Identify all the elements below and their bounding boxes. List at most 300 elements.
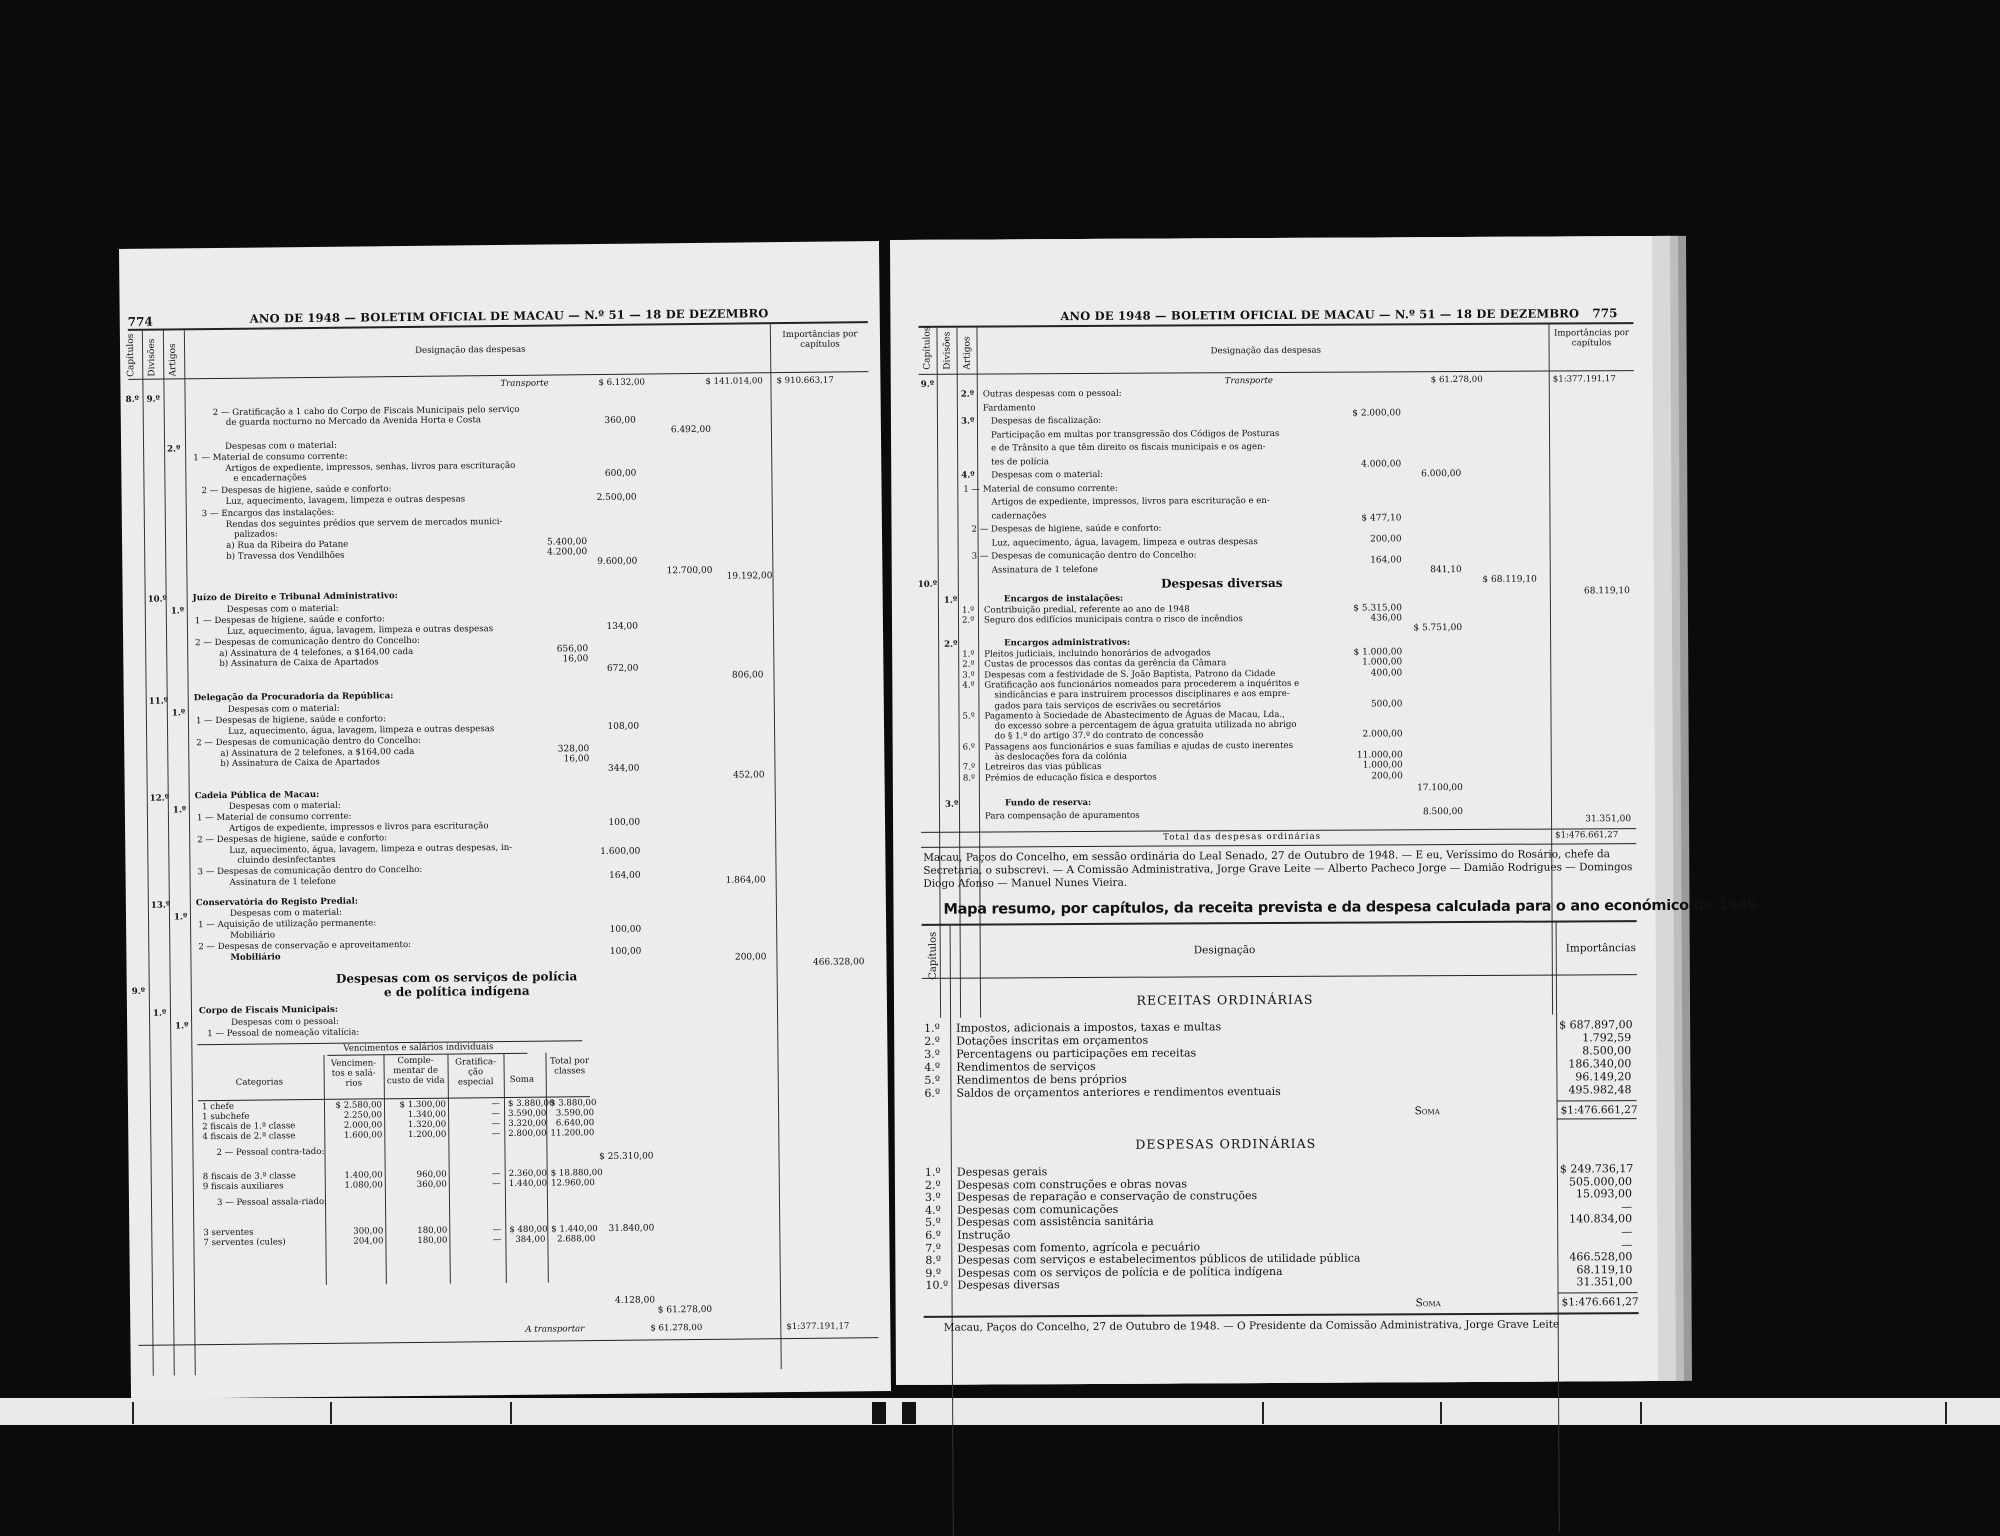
amount: $ 5.751,00 [1413,623,1463,634]
summary-item-value: 96.149,20 [1575,1070,1632,1084]
line: Despesas com o material: [991,469,1104,481]
table-cell: 1.200,00 [407,1129,447,1141]
table-cell: 2 — Pessoal contra-tado: [216,1146,325,1159]
item-number: 4.º [962,680,975,691]
amount: 452,00 [732,770,765,781]
col-designacao: Designação das despesas [1210,345,1322,357]
division-number: 10.º [147,594,167,605]
soma-label: Soma [1414,1105,1440,1118]
line: sindicâncias e para instruírem processos disciplinares e aos empre- [994,689,1290,701]
chapter-number: 10.º [917,579,938,590]
col-divider [936,328,941,1018]
table-cell: 3.590,00 [508,1108,547,1119]
summary-item-value: $ 249.736,17 [1559,1162,1634,1176]
amount: 466.328,00 [812,957,865,968]
footer-rule [138,1337,878,1346]
table-cell: 2.360,00 [508,1168,548,1179]
summary-item-label: Saldos de orçamentos anteriores e rendimentos eventuais [956,1084,1281,1100]
section-heading: Despesas diversas [1161,575,1283,591]
line: 3 — Despesas de comunicação dentro do Concelho: [197,864,423,878]
amount: $ 477,10 [1361,513,1402,524]
amount: 200,00 [1370,534,1402,545]
table-cell: 180,00 [417,1235,448,1246]
article-number: 1.º [173,912,188,923]
table-cell: — [491,1129,501,1140]
table-cell: 1.600,00 [343,1130,383,1141]
amount: 100,00 [609,946,642,957]
summary-item-label: Despesas com fomento, agrícola e pecuário [957,1239,1201,1255]
amount: 6.492,00 [670,424,711,436]
table-group-header: Vencimentos e salários individuais [343,1042,494,1054]
amount: 2.000,00 [1362,729,1403,740]
amount: 360,00 [604,415,636,426]
line: Despesas com a festividade de S. João Baptista, Patrono da Cidade [984,668,1276,681]
ruler-tick [902,1402,916,1424]
transporte-v1: $ 61.278,00 [1430,374,1483,386]
line: Pagamento à Sociedade de Abastecimento de Águas de Macau, Lda., [984,709,1285,722]
line: Seguro dos edifícios municipais contra o risco de incêndios [983,614,1243,626]
line: Letreiros das vias públicas [984,762,1102,773]
column-head-rule [919,370,1634,375]
soma-rule [1558,1292,1638,1293]
table-cell: $ 480,00 [509,1224,548,1235]
line: 2 — Gratificação a 1 cabo do Corpo de Fiscais Municipais pelo serviço [212,404,520,419]
line: b) Travessa dos Vendilhões [226,550,345,562]
transporte-v2: $1:377.191,17 [1552,374,1616,385]
line: Contribuição predial, referente ao ano de 1948 [983,604,1190,616]
amount: 5.400,00 [546,537,588,548]
article-number: 2.º [944,639,958,650]
table-cell: 1.080,00 [344,1180,383,1191]
scanner-bed-strip [0,1398,2000,1425]
table-cell: — [492,1179,501,1190]
transportar-v1: $ 61.278,00 [650,1322,703,1334]
summary-rule [924,1312,1639,1318]
line: Luz, aquecimento, lavagem, limpeza e outras despesas [225,494,466,507]
soma-rule [1557,1100,1637,1101]
amount: 672,00 [606,663,639,674]
amount: 9.600,00 [597,556,638,568]
col-capitulos: Capítulos [125,333,137,377]
amount: 200,00 [734,952,767,963]
line: palizados: [233,529,278,540]
line: Mobiliário [230,952,281,963]
line: 1 — Material de consumo corrente: [196,811,352,824]
item-number: 8.º [962,773,976,784]
amount: 12.700,00 [666,565,713,577]
line: e encadernações [233,473,307,484]
col-importancias: Importâncias por capítulos [1553,328,1630,349]
amount: 344,00 [607,763,640,774]
table-cell: 2.250,00 [343,1110,383,1121]
summary-item-label: Rendimentos de serviços [956,1059,1096,1074]
item-number: 5.º [962,711,975,722]
summary-item-number: 5.º [925,1216,941,1230]
table-cell: 2.688,00 [557,1234,596,1245]
transporte-v3: $ 910.663,17 [776,375,834,387]
line: 2 — Despesas de comunicação dentro do Concelho: [195,635,420,649]
table-cell: 1.400,00 [344,1170,383,1181]
summary-item-value: — [1621,1225,1633,1239]
amount: 1.000,00 [1362,657,1403,668]
summary-item-value: 1.792,59 [1582,1031,1632,1045]
table-cell: 9 fiscais auxiliares [202,1181,284,1193]
table-cell: 960,00 [416,1169,447,1180]
line: 3 — Encargos das instalações: [201,507,335,520]
line: Luz, aquecimento, água, lavagem, limpeza e outras despesas [991,536,1258,548]
summary-item-number: 10.º [925,1279,949,1293]
amount: 500,00 [1370,698,1403,709]
table-col-divider [383,1054,386,1284]
line: às deslocações fora da colónia [994,751,1128,763]
article-number: 1.º [943,595,958,606]
page-number: 775 [1592,306,1618,321]
col-divisoes: Divisões [146,338,158,377]
summary-item-value: 186.340,00 [1568,1057,1632,1071]
line: Despesas com o pessoal: [231,1016,339,1028]
line: a) Assinatura de 2 telefones, a $164,00 cada [220,746,415,759]
table-cell: — [491,1099,501,1110]
line: Despesas com o material: [225,440,337,452]
division-number: 12.º [149,793,170,804]
col-capitulos: Capítulos [922,326,933,370]
summary-item-number: 2.º [924,1034,940,1048]
amount: 19.192,00 [726,571,773,582]
table-cell: — [491,1109,501,1120]
table-cell: 1 subchefe [202,1111,250,1123]
ruler-tick [1262,1402,1264,1424]
amount: 841,10 [1430,565,1462,576]
amount: 4.000,00 [1361,459,1402,470]
soma-label: Soma [1415,1297,1441,1310]
summary-item-label: Despesas com comunicações [957,1202,1119,1217]
line: a) Assinatura de 4 telefones, a $164,00 cada [219,646,414,659]
summary-item-label: Despesas gerais [956,1165,1048,1179]
section-heading: Despesas com os serviços de polícia [335,969,578,986]
line: Pleitos judiciais, incluindo honorários de advogados [984,648,1211,660]
line: a) Rua da Ribeira do Patane [226,539,349,551]
summary-col-designacao: Designação [1193,944,1256,957]
amount: $ 68.119,10 [1482,574,1537,585]
section-title: Conservatória do Registo Predial: [195,896,359,909]
chapter-number: 9.º [131,986,146,997]
line: Participação em multas por transgressão dos Códigos de Posturas [991,428,1280,440]
line: do excesso sobre a percentagem de água gratuita utilizada no abrigo [994,719,1297,732]
table-cell: 180,00 [417,1225,448,1236]
summary-item-label: Despesas com construções e obras novas [956,1177,1188,1192]
line: cadernações [991,510,1047,521]
article-number: 3.º [944,799,959,810]
col-importancias: Importâncias por capítulos [782,329,858,350]
ruler-tick [872,1402,886,1424]
amount: 436,00 [1370,613,1403,624]
table-rule [921,843,1636,848]
summary-item-number: 8.º [925,1253,942,1268]
ruler-tick [1945,1402,1947,1424]
col-artigos: Artigos [167,343,179,377]
summary-col-importancias: Importâncias [1565,942,1637,955]
transportar-label: A transportar [525,1324,585,1335]
amount: 200,00 [1371,770,1403,782]
summary-col-divider [1556,921,1560,1533]
amount: 1.000,00 [1362,760,1403,771]
line: Passagens aos funcionários e suas famílias e ajudas de custo inerentes [984,740,1294,753]
table-header: Total por classes [549,1056,590,1077]
amount: $ 61.278,00 [657,1304,713,1316]
table-cell: — [491,1119,501,1130]
table-cell: 3.590,00 [555,1108,595,1119]
amount: 6.000,00 [1421,469,1462,480]
line: Gratificação aos funcionários nomeados para procederem a inquéritos e [984,678,1300,691]
transporte-label: Transporte [500,378,549,390]
table-cell: $ 1.440,00 [551,1224,598,1235]
amount: 31.351,00 [1585,814,1632,825]
soma-receitas: $1:476.661,27 [1560,1104,1638,1117]
transporte-label: Transporte [1224,375,1274,387]
table-cell: 384,00 [515,1234,546,1245]
summary-item-label: Percentagens ou participações em receitas [956,1046,1197,1061]
summary-item-number: 1.º [924,1021,940,1035]
section-title: Delegação da Procuradoria da República: [193,691,394,704]
page-number: 774 [127,314,153,329]
amount: 16,00 [562,654,589,665]
table-cell: 1.440,00 [508,1178,548,1189]
item-number: 1.º [961,605,975,616]
receitas-heading: RECEITAS ORDINÁRIAS [1136,991,1314,1008]
summary-item-label: Despesas com assistência sanitária [957,1215,1154,1230]
line: b) Assinatura de Caixa de Apartados [219,657,379,669]
table-col-divider [503,1053,506,1283]
summary-title: Mapa resumo, por capítulos, da receita prevista e da despesa calculada para o ano económico de 1949 [943,897,1758,918]
line: do § 1.º do artigo 37.º do contrato de concessão [994,730,1204,742]
section-title: Encargos de instalações: [1003,593,1124,605]
summary-item-value: — [1621,1199,1633,1213]
summary-item-number: 4.º [924,1060,941,1074]
running-header: ANO DE 1948 — BOLETIM OFICIAL DE MACAU — N.º 51 — 18 DE DEZEMBRO [1060,306,1580,324]
table-cell: 12.960,00 [551,1178,595,1189]
division-number: 9.º [146,394,160,405]
table-cell: 2.000,00 [343,1120,383,1131]
summary-item-label: Rendimentos de bens próprios [956,1072,1127,1087]
summary-item-label: Despesas com serviços e estabelecimentos públicos de utilidade pública [957,1251,1361,1267]
table-cell: 11.200,00 [550,1128,595,1139]
ruler-tick [330,1402,332,1424]
line: Artigos de expediente, impressos, senhas, livros para escrituração [225,460,516,474]
amount: 806,00 [731,670,764,681]
col-artigos: Artigos [962,336,973,370]
summary-item-number: 4.º [925,1203,941,1217]
item-number: 3.º [962,670,975,681]
amount: 164,00 [1370,555,1402,566]
line: Assinatura de 1 telefone [229,876,336,888]
amount: 108,00 [607,721,640,732]
table-cell: 4 fiscais de 2.ª classe [202,1131,296,1143]
line: Para compensação de apuramentos [985,810,1140,822]
summary-footer: Macau, Paços do Concelho, 27 de Outubro de 1948. — O Presidente da Comissão Administrativa, Jorge Grave Leite [943,1318,1560,1334]
line: Luz, aquecimento, água, lavagem, limpeza e outras despesas [228,724,495,737]
table-col-divider [447,1054,450,1284]
summary-item-number: 7.º [925,1241,941,1255]
line: 1 — Despesas de higiene, saúde e conforto: [194,614,385,627]
line: 2 — Despesas de conservação e aproveitamento: [198,939,412,953]
line: Outras despesas com o pessoal: [982,388,1122,400]
line: 2 — Despesas de higiene, saúde e conforto: [201,484,392,497]
summary-item-value: 140.834,00 [1569,1212,1633,1226]
line: Fardamento [982,402,1036,414]
summary-item-number: 9.º [925,1266,942,1280]
summary-item-number: 2.º [924,1178,941,1192]
line: 1 — Aquisição de utilização permanente: [198,918,377,931]
table-cell: 1.320,00 [407,1119,447,1131]
section-title: Juízo de Direito e Tribunal Administrativo: [192,591,398,604]
col-divider [770,324,782,1369]
line: Luz, aquecimento, água, lavagem, limpeza e outras despesas [226,624,494,637]
division-number: 11.º [148,696,169,707]
total-value: $1:476.661,27 [1555,830,1619,841]
chapter-number: 8.º [125,394,139,405]
article-number: 1.º [175,1021,189,1032]
item-number: 2.º [962,659,975,670]
summary-item-value: 31.351,00 [1576,1275,1633,1289]
col-divider [163,331,175,1376]
header-rule [918,322,1633,328]
table-cell: $ 3.880,00 [507,1098,555,1109]
line: Despesas de fiscalização: [990,415,1102,427]
total-label: Total das despesas ordinárias [1163,831,1322,843]
amount: 1.864,00 [725,875,766,886]
col-designacao: Designação das despesas [415,344,526,356]
soma-rule [1557,1118,1637,1119]
line: b) Assinatura de Caixa de Apartados [220,757,380,769]
amount: 600,00 [604,468,637,479]
line: de guarda nocturno no Mercado da Avenida Horta e Costa [225,415,482,428]
line: 2 — Despesas de higiene, saúde e conforto: [971,523,1162,535]
table-cell: — [492,1169,501,1180]
line: Despesas com o material: [227,703,340,715]
transportar-v2: $1:377.191,17 [786,1321,850,1333]
amount: 100,00 [609,924,642,935]
amount: 16,00 [563,754,590,765]
line: 1 — Material de consumo corrente: [193,451,348,464]
running-header: ANO DE 1948 — BOLETIM OFICIAL DE MACAU — N.º 51 — 18 DE DEZEMBRO [249,306,769,326]
summary-item-number: 5.º [924,1073,941,1087]
line: Despesas com o material: [226,603,339,615]
article-number: 2.º [960,389,975,400]
line: 1 — Material de consumo corrente: [963,483,1118,495]
line: 3 — Despesas de comunicação dentro do Concelho: [971,550,1197,562]
amount: 4.200,00 [547,547,588,558]
summary-item-label: Despesas diversas [957,1278,1060,1293]
table-cell: $ 18.880,00 [550,1167,603,1179]
summary-item-value: 8.500,00 [1582,1044,1632,1058]
section-title: Corpo de Fiscais Municipais: [198,1004,339,1017]
table-cell: 3.320,00 [508,1118,547,1129]
transporte-v1: $ 6.132,00 [598,377,645,388]
line: cluindo desinfectantes [237,854,336,866]
amount: 400,00 [1370,667,1403,679]
summary-col-capitulos: Capítulos [927,931,939,980]
section-heading: e de política indígena [383,983,530,1000]
table-cell: 7 serventes (cules) [203,1237,286,1249]
table-header: Categorias [235,1077,284,1088]
amount: 31.840,00 [608,1223,655,1234]
division-number: 13.º [150,900,171,911]
section-title: Fundo de reserva: [1004,797,1092,809]
line: Artigos de expediente, impressos e livros para escrituração [229,821,489,834]
summary-item-value: 466.528,00 [1569,1250,1633,1264]
summary-rule [922,974,1637,979]
line: Prémios de educação física e desportos [984,772,1157,784]
line: Despesas com o material: [228,800,341,812]
table-cell: 8 fiscais de 3.ª classe [202,1171,296,1183]
chapter-number: 9.º [920,379,935,390]
line: Custas de processos das contas da gerência da Câmara [984,658,1227,670]
item-number: 6.º [962,742,975,753]
amount: $ 1.000,00 [1353,647,1403,658]
line: Despesas com o material: [229,907,342,919]
division-number: 1.º [152,1008,167,1019]
table-cell: 300,00 [353,1226,384,1237]
amount: 656,00 [556,644,589,655]
table-col-divider [545,1053,548,1283]
article-number: 2.º [167,444,181,455]
summary-item-label: Despesas de reparação e conservação de construções [956,1189,1258,1204]
ruler-tick [1640,1402,1642,1424]
item-number: 2.º [961,615,975,626]
summary-item-label: Despesas com os serviços de polícia e de política indígena [957,1264,1283,1280]
line: e de Trânsito a que têm direito os fiscais municipais e os agen- [991,442,1266,454]
table-cell: $ 2.580,00 [335,1100,383,1111]
amount: $ 5.315,00 [1353,603,1402,614]
line: 1 — Despesas de higiene, saúde e conforto: [195,714,386,727]
summary-col-divider [950,924,954,1536]
line: tes de polícia [991,456,1050,467]
table-cell: 1.340,00 [407,1109,447,1121]
table-cell: $ 1.300,00 [399,1099,447,1111]
table-header: Vencimen-tos e salá-rios [330,1058,377,1089]
article-number: 1.º [171,708,186,719]
summary-rule [922,920,1637,926]
section-title: Cadeia Pública de Macau: [194,789,320,802]
ruler-tick [132,1402,134,1424]
left-page [119,241,891,1399]
ruler-tick [1440,1402,1442,1424]
summary-item-label: Dotações inscritas em orçamentos [956,1033,1149,1048]
item-number: 7.º [962,762,976,773]
line: Luz, aquecimento, água, lavagem, limpeza e outras despesas, in- [229,842,513,856]
line: 2 — Despesas de comunicação dentro do Concelho: [196,735,421,749]
article-number: 1.º [170,606,185,617]
amount: 2.500,00 [596,492,637,504]
line: 1 — Pessoal de nomeação vitalícia: [207,1027,360,1040]
table-cell: 6.640,00 [555,1118,595,1129]
table-cell: 360,00 [416,1179,447,1190]
summary-item-number: 6.º [924,1086,941,1100]
summary-item-label: Instrução [957,1228,1011,1242]
line: Mobiliário [230,930,276,941]
amount: $ 25.310,00 [599,1151,654,1163]
summary-item-value: $ 687.897,00 [1559,1018,1633,1032]
table-cell: — [492,1235,502,1246]
line: 2 — Despesas de higiene, saúde e conforto: [197,833,388,846]
col-divisoes: Divisões [942,331,953,370]
summary-item-value: 495.982,48 [1568,1083,1632,1097]
amount: 68.119,10 [1584,586,1630,597]
article-number: 4.º [961,470,975,481]
amount: 4.128,00 [614,1295,656,1306]
amount: 134,00 [606,621,639,632]
ruler-tick [510,1402,512,1424]
